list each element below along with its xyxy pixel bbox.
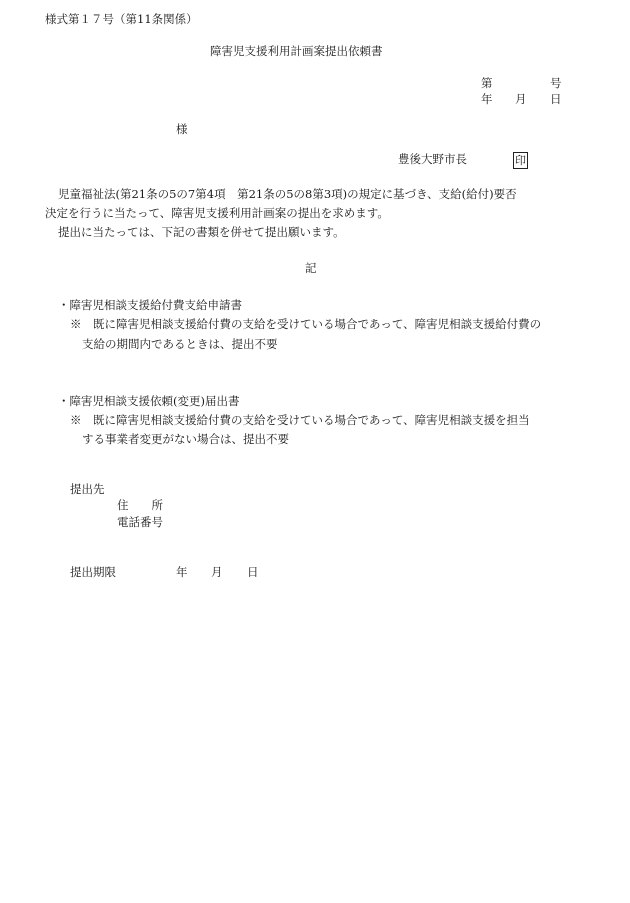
date-month: 月 <box>515 92 527 106</box>
body-line-2: 決定を行うに当たって、障害児支援利用計画案の提出を求めます。 <box>45 206 389 220</box>
item-2-heading: ・障害児相談支援依頼(変更)届出書 <box>58 394 240 408</box>
recipient-honorific: 様 <box>176 122 188 136</box>
item-1-note-line-2: 支給の期間内であるときは、提出不要 <box>82 337 278 351</box>
item-1-note-line-1: ※ 既に障害児相談支援給付費の支給を受けている場合であって、障害児相談支援給付費の <box>70 317 542 331</box>
destination-label: 提出先 <box>70 482 105 496</box>
date-day: 日 <box>550 92 562 106</box>
number-suffix: 号 <box>550 76 562 90</box>
item-2-note-line-1: ※ 既に障害児相談支援給付費の支給を受けている場合であって、障害児相談支援を担当 <box>70 413 530 427</box>
phone-label: 電話番号 <box>117 515 163 529</box>
page-title: 障害児支援利用計画案提出依頼書 <box>210 44 383 58</box>
deadline-month: 月 <box>211 565 223 579</box>
deadline-day: 日 <box>247 565 259 579</box>
ki-heading: 記 <box>305 261 317 275</box>
form-number: 様式第１７号（第11条関係） <box>45 12 198 26</box>
date-year: 年 <box>481 92 493 106</box>
address-label: 住 所 <box>117 498 163 512</box>
seal-stamp <box>513 152 528 169</box>
item-1-heading: ・障害児相談支援給付費支給申請書 <box>58 298 242 312</box>
deadline-label: 提出期限 <box>70 565 116 579</box>
sender-name: 豊後大野市長 <box>398 152 467 166</box>
body-line-1: 児童福祉法(第21条の5の7第4項 第21条の5の8第3項)の規定に基づき、支給(給付)要否 <box>58 187 517 201</box>
body-line-3: 提出に当たっては、下記の書類を併せて提出願います。 <box>58 225 345 239</box>
deadline-year: 年 <box>176 565 188 579</box>
item-2-note-line-2: する事業者変更がない場合は、提出不要 <box>82 432 289 446</box>
seal-label: 印 <box>515 154 526 167</box>
number-prefix: 第 <box>481 76 493 90</box>
